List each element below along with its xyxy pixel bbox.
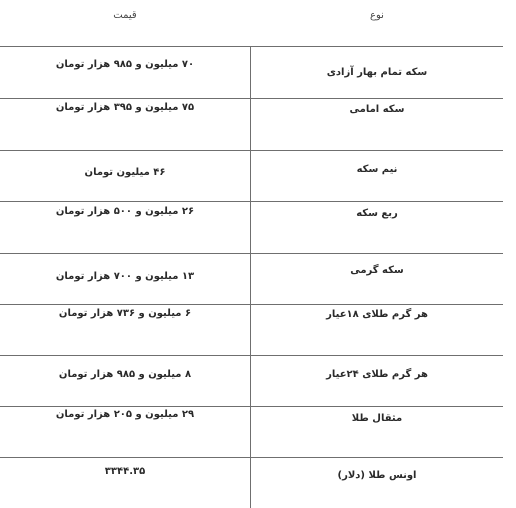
type-cell: سکه تمام بهار آزادی (326, 67, 428, 78)
price-cell: ۱۳ میلیون و ۷۰۰ هزار تومان (55, 271, 195, 282)
price-cell: ۸ میلیون و ۹۸۵ هزار تومان (58, 369, 192, 380)
type-cell: مثقال طلا (351, 413, 403, 424)
row-divider (0, 406, 503, 407)
price-cell: ۷۰ میلیون و ۹۸۵ هزار تومان (55, 59, 195, 70)
price-cell: ۲۹ میلیون و ۲۰۵ هزار تومان (55, 409, 195, 420)
price-cell: ۴۶ میلیون تومان (84, 167, 166, 178)
row-divider (0, 98, 503, 99)
row-divider (0, 457, 503, 458)
type-cell: هر گرم طلای ۲۴عیار (326, 369, 428, 380)
price-cell: ۶ میلیون و ۷۳۶ هزار تومان (58, 308, 192, 319)
price-cell: ۷۵ میلیون و ۳۹۵ هزار تومان (55, 102, 195, 113)
price-cell: ۲۶ میلیون و ۵۰۰ هزار تومان (55, 206, 195, 217)
row-divider (0, 46, 503, 47)
row-divider (0, 201, 503, 202)
header-price: قیمت (113, 10, 137, 21)
type-cell: ربع سکه (356, 208, 398, 219)
row-divider (0, 253, 503, 254)
header-type: نوع (370, 10, 384, 21)
type-cell: اونس طلا (دلار) (337, 470, 417, 481)
row-divider (0, 304, 503, 305)
type-cell: هر گرم طلای ۱۸عیار (326, 309, 428, 320)
type-cell: سکه امامی (349, 104, 405, 115)
type-cell: نیم سکه (356, 164, 398, 175)
row-divider (0, 355, 503, 356)
row-divider (0, 150, 503, 151)
price-cell: ۳۳۴۴.۳۵ (104, 466, 146, 477)
type-cell: سکه گرمی (350, 265, 404, 276)
